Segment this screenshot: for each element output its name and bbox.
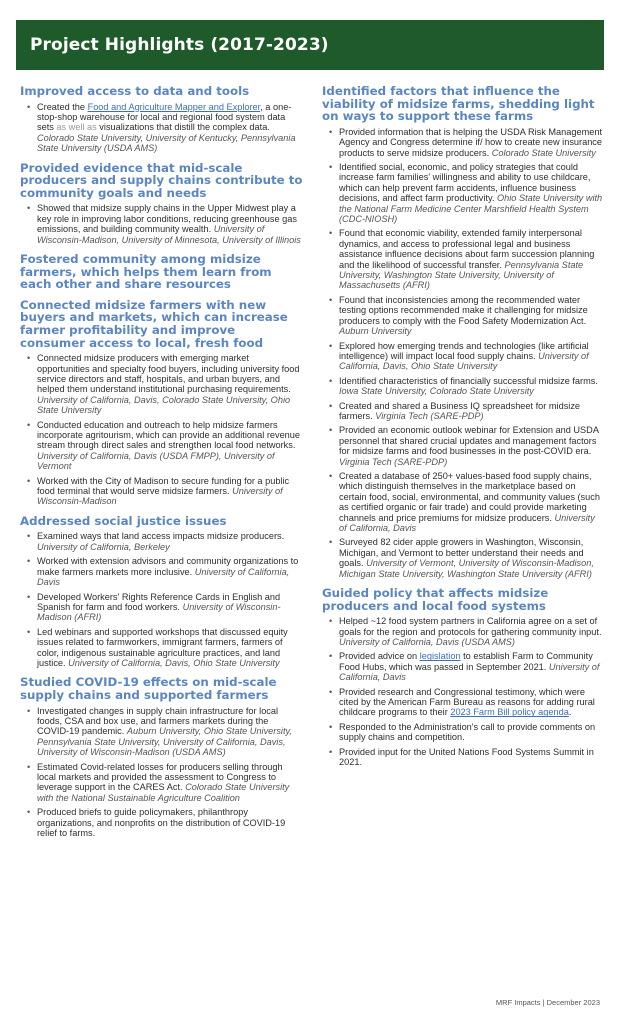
list-item: • Developed Workers' Rights Reference Cards in English and Spanish for farm and food workers. University of Wisconsin-Madison (AFRI) [20, 592, 303, 623]
list-item: • Provided an economic outlook webinar for Extension and USDA personnel that shared crucial updates and management factors for midsize farms and food businesses in the post-COVID era. Virginia Tech (SARE-PDP) [322, 425, 605, 467]
list-item: • Investigated changes in supply chain infrastructure for local foods, CSA and box use, and farmers markets during the COVID-19 pandemic. Auburn University, Ohio State University, Pennsylvania State University, University of California, Davis, University of Wisconsin-Madison (USDA AMS) [20, 706, 303, 758]
section-covid [20, 676, 303, 838]
list-item: • Worked with the City of Madison to secure funding for a public food terminal that would serve midsize farmers. University of Wisconsin-Madison [20, 476, 303, 507]
list-item: • Responded to the Administration's call to provide comments on supply chains and competition. [322, 722, 605, 743]
list-item: • Provided input for the United Nations Food Systems Summit in 2021. [322, 747, 605, 768]
page-title: Project Highlights (2017-2023) [30, 35, 329, 55]
legislation-link[interactable]: legislation [419, 651, 461, 662]
food-agriculture-mapper-link[interactable]: Food and Agriculture Mapper and Explorer [87, 101, 261, 112]
list-item: • Conducted education and outreach to help midsize farmers incorporate agritourism, which can provide an additional revenue stream through direct sales and strengthen local food networks. University of California, Davis (USDA FMPP), University of Vermont [20, 420, 303, 472]
list-item: • Found that inconsistencies among the recommended water testing options recommended make it challenging for midsize producers to comply with the Food Safety Modernization Act. Auburn University [322, 295, 605, 337]
section-heading: Provided evidence that mid-scale producers and supply chains contribute to community goals and needs [20, 160, 303, 200]
section-social-justice [20, 515, 303, 668]
list-item: • Provided advice on legislation to establish Farm to Community Food Hubs, which was passed in September 2021. University of California, Davis [322, 651, 605, 682]
list-item: • Examined ways that land access impacts midsize producers. University of California, Berkeley [20, 531, 303, 552]
section-mid-scale-evidence [20, 162, 303, 245]
list-item: • Worked with extension advisors and community organizations to make farmers markets more inclusive. University of California, Davis [20, 556, 303, 587]
list-item: • Created a database of 250+ values-based food supply chains, which distinguish themselves in the marketplace based on certain food, social, environmental, and community values (such as certified organic or fair trade) and could provide marketing channels and price premiums for midsize producers. University of California, Davis [322, 471, 605, 533]
farm-bill-policy-agenda-link[interactable]: 2023 Farm Bill policy agenda [450, 707, 569, 718]
section-buyers-markets [20, 299, 303, 507]
list-item: • Explored how emerging trends and technologies (like artificial intelligence) will impact local food supply chains. University of California, Davis, Ohio State University [322, 341, 605, 372]
section-heading: Studied COVID-19 effects on mid-scale supply chains and supported farmers [20, 675, 277, 702]
list-item: • Found that economic viability, extended family interpersonal dynamics, and access to professional legal and business assistance influence decisions about farm succession planning and the likelihood of successful transfer. Pennsylvania State University, Washington State University, University of Massachusetts (AFRI) [322, 228, 605, 290]
page-footer: MRF Impacts | December 2023 [495, 998, 600, 1007]
list-item: • Provided information that is helping the USDA Risk Management Agency and Congress determine if/ how to create new insurance products to serve midsize producers. Colorado State University [322, 127, 605, 158]
list-item: • Identified characteristics of financially successful midsize farms. Iowa State University, Colorado State University [322, 376, 605, 397]
section-heading: Addressed social justice issues [20, 513, 227, 528]
list-item: • Created the Food and Agriculture Mapper and Explorer, a one-stop-shop warehouse for local and regional food system data sets as well as visualizations that distill the complex data. Colorado State University, University of Kentucky, Pennsylvania State University (USDA AMS) [20, 102, 303, 154]
list-item: • Identified social, economic, and policy strategies that could increase farm families' willingness and ability to use childcare, which can help prevent farm accidents, influence business decisions, and affect farm productivity. Ohio State University with the National Farm Medicine Center Marshfield Health System (CDC-NIOSH) [322, 162, 605, 224]
right-column [322, 85, 605, 776]
section-heading: Connected midsize farmers with new buyers and markets, which can increase farmer profitability and improve consumer access to local, fresh food [20, 297, 288, 350]
list-item: • Helped ~12 food system partners in California agree on a set of goals for the region and protocols for gathering community input. University of California, Davis (USDA AMS) [322, 616, 605, 647]
list-item: • Connected midsize producers with emerging market opportunities and specialty food buyers, including university food service directors and staff, hospitals, and urban buyers, and helped them understand institutional purchasing requirements. University of California, Davis, Colorado State University, Ohio State University [20, 353, 303, 415]
list-item: • Created and shared a Business IQ spreadsheet for midsize farmers. Virginia Tech (SARE-PDP) [322, 401, 605, 422]
list-item: • Produced briefs to guide policymakers, philanthropy organizations, and nonprofits on the distribution of COVID-19 relief to farms. [20, 807, 303, 838]
section-data-tools [20, 85, 303, 154]
section-community [20, 253, 303, 291]
section-heading: Guided policy that affects midsize producers and local food systems [322, 586, 549, 613]
institution-credit: Colorado State University, University of Kentucky, Pennsylvania State University (USDA AMS) [37, 132, 296, 154]
section-heading: Identified factors that influence the viability of midsize farms, shedding light on ways to support these farms [322, 84, 595, 124]
list-item: • Showed that midsize supply chains in the Upper Midwest play a key role in improving labor conditions, reducing greenhouse gas emissions, and building community wealth. University of Wisconsin-Madison, University of Minnesota, University of Illinois [20, 203, 303, 245]
list-item: • Surveyed 82 cider apple growers in Washington, Wisconsin, Michigan, and Vermont to better understand their needs and goals. University of Vermont, University of Wisconsin-Madison, Michigan State University, Washington State University (AFRI) [322, 537, 605, 579]
list-item: • Estimated Covid-related losses for producers selling through local markets and provided the assessment to Congress to leverage support in the CARES Act. Colorado State University with the National Sustainable Agriculture Coalition [20, 762, 303, 804]
section-heading: Improved access to data and tools [20, 84, 250, 98]
header-banner [16, 20, 604, 70]
section-heading: Fostered community among midsize farmers, which helps them learn from each other and share resources [20, 252, 272, 292]
list-item: • Led webinars and supported workshops that discussed equity issues related to farmworkers, immigrant farmers, farmers of color, indigenous sustainable agriculture practices, and land justice. University of California, Davis, Ohio State University [20, 627, 303, 669]
section-viability-factors [322, 85, 605, 579]
list-item: • Provided research and Congressional testimony, which were cited by the American Farm Bureau as reasons for adding rural childcare programs to their 2023 Farm Bill policy agenda. [322, 687, 605, 718]
left-column [20, 85, 303, 846]
section-policy [322, 587, 605, 767]
